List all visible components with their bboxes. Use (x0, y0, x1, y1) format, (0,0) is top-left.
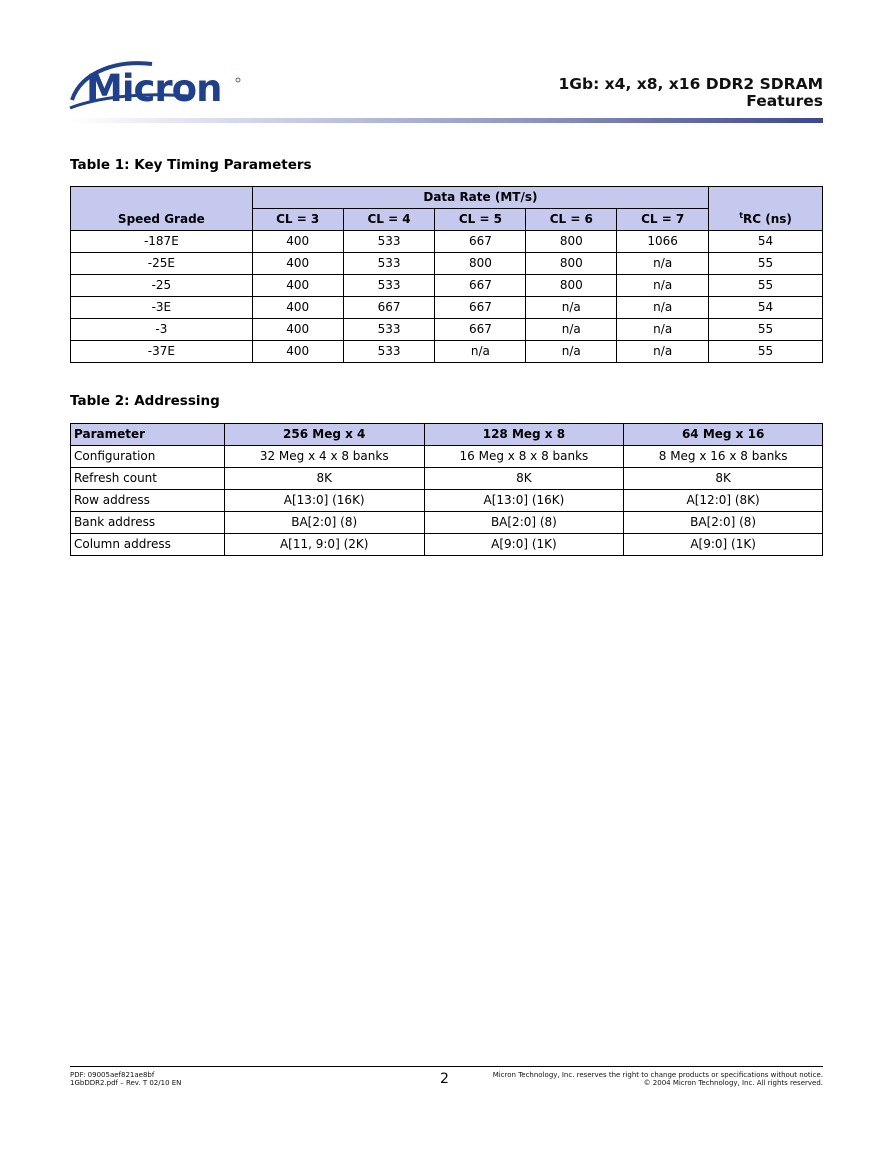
table-cell: 400 (252, 253, 343, 275)
table-row (71, 341, 823, 363)
table-cell: -187E (71, 231, 253, 253)
table-row (71, 253, 823, 275)
table-cell: 533 (343, 253, 435, 275)
table-row (71, 297, 823, 319)
column-header: 128 Meg x 8 (424, 424, 624, 446)
table2-caption: Table 2: Addressing (70, 393, 220, 409)
footer-left (70, 1071, 181, 1087)
table-cell: A[12:0] (8K) (624, 490, 823, 512)
table-cell: 800 (526, 253, 617, 275)
speed-grade-header: Speed Grade (71, 187, 253, 231)
table-cell: 533 (343, 231, 435, 253)
table-cell: 8K (624, 468, 823, 490)
table-cell: n/a (617, 341, 709, 363)
table-cell: 533 (343, 275, 435, 297)
table-cell: BA[2:0] (8) (224, 512, 424, 534)
table-cell: -3 (71, 319, 253, 341)
document-title (558, 76, 823, 110)
table-cell: A[9:0] (1K) (624, 534, 823, 556)
micron-logo (68, 58, 242, 112)
table-cell: n/a (526, 297, 617, 319)
cl-header: CL = 5 (435, 209, 526, 231)
footer-rule (70, 1066, 823, 1067)
table-cell: 667 (435, 297, 526, 319)
table-cell: 32 Meg x 4 x 8 banks (224, 446, 424, 468)
table-row (71, 231, 823, 253)
table-cell: -37E (71, 341, 253, 363)
table-cell: 54 (709, 297, 823, 319)
table-cell: A[13:0] (16K) (224, 490, 424, 512)
footer-pdf-id: PDF: 09005aef821ae8bf (70, 1071, 155, 1079)
svg-text:Micron: Micron (86, 67, 222, 110)
cl-header: CL = 3 (252, 209, 343, 231)
table1-caption: Table 1: Key Timing Parameters (70, 157, 312, 173)
trc-sup: t (739, 211, 744, 220)
table-row (71, 534, 823, 556)
table-cell: 1066 (617, 231, 709, 253)
page-number: 2 (440, 1071, 449, 1087)
trc-label: RC (ns) (743, 212, 792, 226)
cl-header: CL = 6 (526, 209, 617, 231)
parameter-header: Parameter (71, 424, 225, 446)
table-cell: 667 (343, 297, 435, 319)
trc-header (709, 187, 823, 231)
table-cell: 667 (435, 231, 526, 253)
data-rate-header: Data Rate (MT/s) (252, 187, 708, 209)
table-cell: 55 (709, 275, 823, 297)
table-cell: 400 (252, 231, 343, 253)
table-cell: 400 (252, 297, 343, 319)
table-cell: A[11, 9:0] (2K) (224, 534, 424, 556)
document-title-line2: Features (746, 92, 823, 110)
table-cell: 55 (709, 319, 823, 341)
footer-file-rev: 1GbDDR2.pdf – Rev. T 02/10 EN (70, 1079, 182, 1087)
footer-notice: Micron Technology, Inc. reserves the right to change products or specifications without notice. (492, 1071, 823, 1079)
table-cell: 667 (435, 275, 526, 297)
table-cell: 400 (252, 275, 343, 297)
key-timing-table (70, 186, 823, 363)
table-cell: BA[2:0] (8) (624, 512, 823, 534)
table-cell: Configuration (71, 446, 225, 468)
table-cell: 533 (343, 341, 435, 363)
table-cell: 55 (709, 341, 823, 363)
table-cell: 8 Meg x 16 x 8 banks (624, 446, 823, 468)
table-cell: 16 Meg x 8 x 8 banks (424, 446, 624, 468)
table-cell: Row address (71, 490, 225, 512)
table-cell: Column address (71, 534, 225, 556)
table-row (71, 319, 823, 341)
table-cell: 800 (435, 253, 526, 275)
footer-right (493, 1071, 823, 1087)
table-cell: 8K (424, 468, 624, 490)
table-cell: 800 (526, 275, 617, 297)
addressing-table (70, 423, 823, 556)
header-gradient-bar (70, 118, 823, 123)
table-cell: Refresh count (71, 468, 225, 490)
cl-header: CL = 7 (617, 209, 709, 231)
table-row (71, 275, 823, 297)
table-cell: n/a (526, 341, 617, 363)
table-cell: n/a (526, 319, 617, 341)
table-cell: 800 (526, 231, 617, 253)
table-row (71, 512, 823, 534)
table-cell: 54 (709, 231, 823, 253)
cl-header: CL = 4 (343, 209, 435, 231)
table-row (71, 446, 823, 468)
table-cell: 400 (252, 341, 343, 363)
document-title-line1: 1Gb: x4, x8, x16 DDR2 SDRAM (558, 75, 823, 93)
table-cell: 55 (709, 253, 823, 275)
table-cell: n/a (617, 275, 709, 297)
table-cell: -25 (71, 275, 253, 297)
table-cell: n/a (617, 319, 709, 341)
table-cell: n/a (617, 297, 709, 319)
table-cell: A[9:0] (1K) (424, 534, 624, 556)
table-row (71, 468, 823, 490)
table-cell: n/a (617, 253, 709, 275)
table-cell: 667 (435, 319, 526, 341)
table-cell: -25E (71, 253, 253, 275)
table-cell: 533 (343, 319, 435, 341)
column-header: 256 Meg x 4 (224, 424, 424, 446)
table-cell: A[13:0] (16K) (424, 490, 624, 512)
table-cell: 400 (252, 319, 343, 341)
footer-copyright: © 2004 Micron Technology, Inc. All rights reserved. (643, 1079, 823, 1087)
table-row (71, 490, 823, 512)
table-cell: n/a (435, 341, 526, 363)
table-cell: Bank address (71, 512, 225, 534)
column-header: 64 Meg x 16 (624, 424, 823, 446)
table-cell: BA[2:0] (8) (424, 512, 624, 534)
table-cell: 8K (224, 468, 424, 490)
table-cell: -3E (71, 297, 253, 319)
